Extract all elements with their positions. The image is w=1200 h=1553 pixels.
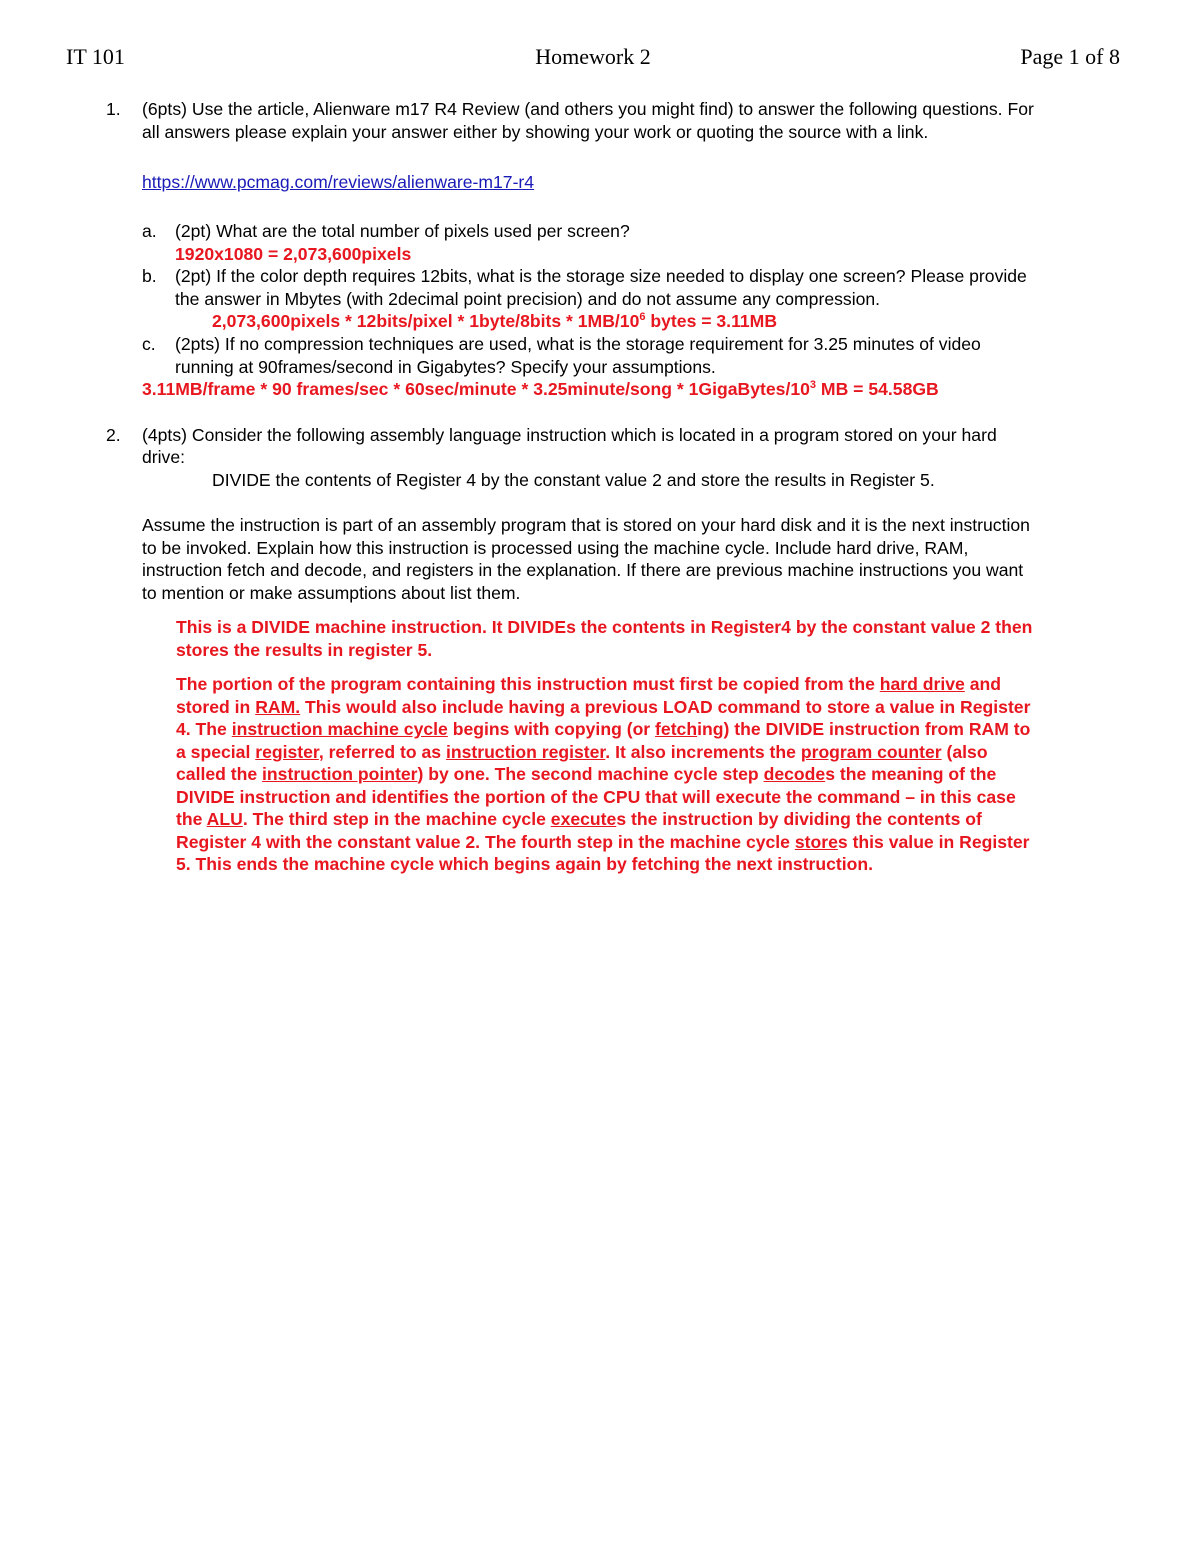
assumption-text: to be invoked. Explain how this instruction is processed using the machine cycle. Include hard drive, RAM, xyxy=(142,538,969,558)
sub-question-text: (2pts) If no compression techniques are used, what is the storage requirement for 3.25 minutes of video xyxy=(175,334,981,354)
document-title: Homework 2 xyxy=(535,44,651,69)
sub-question-text: (2pt) If the color depth requires 12bits, what is the storage size needed to display one screen? Please provide xyxy=(175,266,1027,286)
key-term: register xyxy=(255,742,319,762)
key-term: instruction register xyxy=(445,742,606,762)
key-term: fetch xyxy=(655,719,698,739)
answer-text xyxy=(212,310,777,333)
key-term: ALU xyxy=(206,809,243,829)
page-number: Page 1 of 8 xyxy=(1020,44,1120,69)
question-text: all answers please explain your answer either by showing your work or quoting the source with a link. xyxy=(142,122,929,142)
key-term: program counter xyxy=(800,742,942,762)
answer-part: MB = 54.58GB xyxy=(816,379,939,399)
sub-question-text: (2pt) What are the total number of pixels used per screen? xyxy=(175,221,630,241)
key-term: RAM. xyxy=(255,697,301,717)
page-header xyxy=(66,44,1120,74)
answer-line: Register 4 with the constant value 2. The fourth step in the machine cycle stores this value in Register xyxy=(176,832,1030,852)
sub-label: c. xyxy=(142,334,156,354)
course-code: IT 101 xyxy=(66,44,125,69)
assumption-text: instruction fetch and decode, and registers in the explanation. If there are previous machine instructions you want xyxy=(142,560,1024,580)
answer-text xyxy=(142,378,939,401)
article-link[interactable]: https://www.pcmag.com/reviews/alienware-m17-r4 xyxy=(142,172,535,192)
key-term: instruction pointer xyxy=(262,764,418,784)
sub-question-text: running at 90frames/second in Gigabytes? Specify your assumptions. xyxy=(175,357,716,377)
answer-line: called the instruction pointer) by one. The second machine cycle step decodes the meaning of the xyxy=(176,764,997,784)
answer-part: 2,073,600pixels * 12bits/pixel * 1byte/8bits * 1MB/10 xyxy=(212,311,640,331)
key-term: decode xyxy=(763,764,826,784)
answer-text: 1920x1080 = 2,073,600pixels xyxy=(175,244,412,264)
sub-question-text: the answer in Mbytes (with 2decimal point precision) and do not assume any compression. xyxy=(175,289,881,309)
sub-label: a. xyxy=(142,221,157,241)
answer-part: 3.11MB/frame * 90 frames/sec * 60sec/minute * 3.25minute/song * 1GigaBytes/10 xyxy=(142,379,810,399)
answer-text: This is a DIVIDE machine instruction. It DIVIDEs the contents in Register4 by the constant value 2 then xyxy=(176,617,1033,637)
answer-line: The portion of the program containing this instruction must first be copied from the hard drive and xyxy=(176,674,1002,694)
question-number: 2. xyxy=(106,425,121,445)
assumption-text: to mention or make assumptions about list them. xyxy=(142,583,521,603)
question-text: (6pts) Use the article, Alienware m17 R4 Review (and others you might find) to answer the following questions. For xyxy=(142,99,1034,119)
instruction-text: DIVIDE the contents of Register 4 by the constant value 2 and store the results in Register 5. xyxy=(212,470,935,490)
key-term: hard drive xyxy=(879,674,965,694)
question-text: (4pts) Consider the following assembly language instruction which is located in a program stored on your hard xyxy=(142,425,997,445)
answer-line: 4. The instruction machine cycle begins with copying (or fetching) the DIVIDE instruction from RAM to xyxy=(176,719,1031,739)
answer-line: the ALU. The third step in the machine cycle executes the instruction by dividing the contents of xyxy=(176,809,982,829)
key-term: store xyxy=(794,832,838,852)
assumption-text: Assume the instruction is part of an assembly program that is stored on your hard disk and it is the next instruction xyxy=(142,515,1030,535)
answer-part: bytes = 3.11MB xyxy=(645,311,778,331)
sub-label: b. xyxy=(142,266,157,286)
answer-line: stored in RAM. This would also include having a previous LOAD command to store a value in Register xyxy=(176,697,1031,717)
question-text: drive: xyxy=(142,447,186,467)
superscript: 6 xyxy=(639,311,646,323)
key-term: execute xyxy=(550,809,617,829)
superscript: 3 xyxy=(809,379,817,391)
answer-text: stores the results in register 5. xyxy=(176,640,433,660)
answer-line: DIVIDE instruction and identifies the portion of the CPU that will execute the command – in this case xyxy=(176,787,1016,807)
key-term: instruction machine cycle xyxy=(231,719,448,739)
answer-line: a special register, referred to as instruction register. It also increments the program counter (also xyxy=(176,742,988,762)
question-number: 1. xyxy=(106,99,121,119)
answer-line: 5. This ends the machine cycle which begins again by fetching the next instruction. xyxy=(176,854,874,874)
